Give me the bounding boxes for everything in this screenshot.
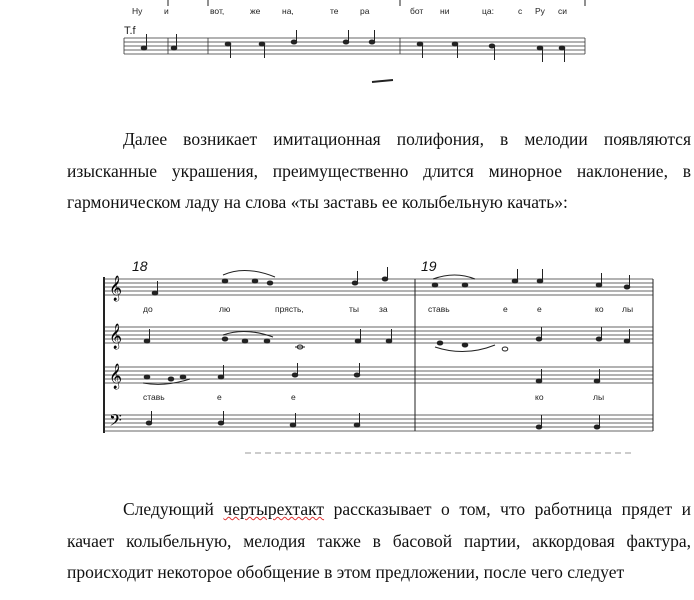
lyric-syllable: е: [503, 304, 508, 314]
lyric-syllable: ты: [349, 304, 360, 314]
staff-2: [104, 327, 653, 343]
score-fragment-top: [110, 0, 590, 90]
treble-clef-icon: 𝄞: [109, 323, 123, 348]
lyric-syllable: вот,: [210, 6, 225, 16]
lyric-syllable: же: [250, 6, 261, 16]
lyric-syllable: е: [217, 392, 222, 402]
lyric-syllable: Ру: [535, 6, 545, 16]
bass-marking: T.f: [124, 25, 136, 37]
lyric-syllable: ни: [440, 6, 450, 16]
lyric-syllable: до: [143, 304, 153, 314]
lyric-line-top: [132, 6, 567, 16]
lyric-syllable: лы: [622, 304, 634, 314]
staff-3-lyrics: [143, 392, 604, 402]
staff-1-lyrics: [143, 304, 633, 314]
bass-staff-top: [124, 38, 585, 54]
lyric-syllable: с: [518, 6, 523, 16]
lyric-syllable: за: [379, 304, 388, 314]
lyric-syllable: е: [537, 304, 542, 314]
body-paragraph: [67, 124, 691, 219]
lyric-syllable: ра: [360, 6, 370, 16]
staff-1: [104, 279, 653, 295]
lyric-syllable: ца:: [482, 6, 494, 16]
lyric-syllable: бот: [410, 6, 424, 16]
paragraph-text-after: рассказывает о том, что работница прядет и качает колыбельную, мелодия также в басовой партии, аккордовая фактура, происходит некоторое обобщение в этом предложении, после чего следует: [67, 499, 691, 582]
score-example: [95, 255, 660, 465]
lyric-syllable: си: [558, 6, 567, 16]
lyric-syllable: прясть,: [275, 304, 304, 314]
measure-number: 19: [421, 258, 437, 274]
measure-number: 18: [132, 258, 148, 274]
paragraph-text: Далее возникает имитационная полифония, в мелодии появляются изысканные украшения, преимущественно длится минорное наклонение, в гармоническом ладу на слова «ты заставь ее колыбельную качать»:: [67, 129, 691, 212]
treble-clef-icon: 𝄞: [109, 363, 123, 388]
lyric-syllable: те: [330, 6, 339, 16]
lyric-syllable: ко: [535, 392, 544, 402]
lyric-syllable: Ну: [132, 6, 143, 16]
treble-clef-icon: 𝄞: [109, 275, 123, 300]
lyric-syllable: е: [291, 392, 296, 402]
paragraph-text-before: Следующий: [123, 499, 224, 519]
lyric-syllable: ставь: [143, 392, 165, 402]
lyric-syllable: лы: [593, 392, 605, 402]
staff-4-bass: [104, 415, 653, 431]
lyric-syllable: и: [164, 6, 169, 16]
lyric-syllable: ставь: [428, 304, 450, 314]
lyric-syllable: на,: [282, 6, 294, 16]
bass-clef-icon: 𝄢: [109, 412, 122, 434]
staff-3-notes: [143, 363, 600, 384]
lyric-syllable: лю: [219, 304, 231, 314]
barlines: [104, 279, 653, 431]
staff-4-notes: [146, 411, 600, 429]
lyric-syllable: ко: [595, 304, 604, 314]
misspelled-word[interactable]: чертырехтакт: [223, 499, 325, 519]
body-paragraph: [67, 494, 691, 589]
